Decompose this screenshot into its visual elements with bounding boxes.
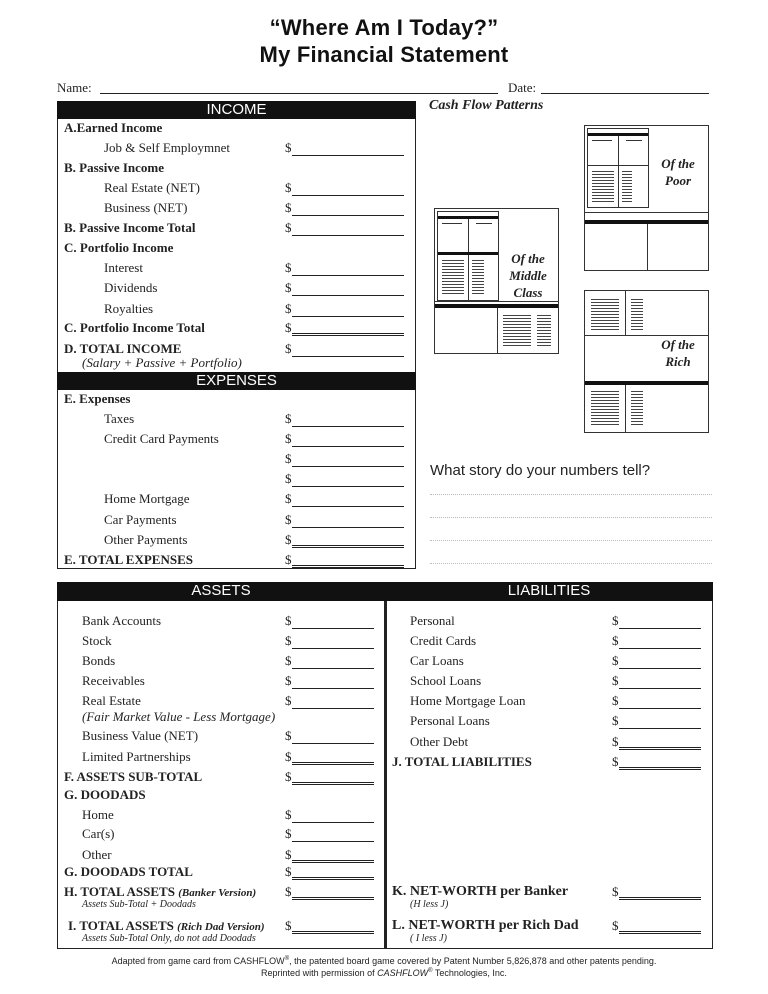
portfolio-total-field[interactable]: $ (285, 320, 404, 336)
poor-label: Of the Poor (661, 156, 695, 188)
story-line-2[interactable] (430, 517, 712, 518)
extra-expense-1-field[interactable]: $ (285, 451, 404, 467)
net-worth-banker-note: (H less J) (410, 899, 449, 910)
personal-label: Personal (410, 613, 455, 628)
column-divider (384, 601, 387, 949)
income-header: INCOME (57, 101, 416, 119)
poor-statement-inset (587, 128, 649, 208)
cash-flow-title: Cash Flow Patterns (429, 98, 544, 113)
assets-subtotal-label: F. ASSETS SUB-TOTAL (64, 769, 203, 784)
personal-loans-field[interactable]: $ (612, 713, 701, 729)
receivables-label: Receivables (82, 673, 145, 688)
portfolio-total-label: C. Portfolio Income Total (64, 320, 205, 335)
net-worth-richdad-field[interactable]: $ (612, 918, 701, 934)
rich-label: Of the Rich (661, 337, 695, 369)
date-field[interactable] (541, 93, 709, 94)
cars-label: Car(s) (82, 826, 115, 841)
net-worth-richdad-note: ( I less J) (410, 933, 447, 944)
total-expenses-field[interactable]: $ (285, 552, 404, 568)
earned-income-label: A.Earned Income (64, 120, 163, 135)
business-value-field[interactable]: $ (285, 728, 374, 744)
home-mortgage-amount-field[interactable]: $ (285, 491, 404, 507)
real-estate-note: (Fair Market Value - Less Mortgage) (82, 709, 276, 724)
liabilities-header: LIABILITIES (385, 582, 713, 601)
dividends-amount-field[interactable]: $ (285, 280, 404, 296)
interest-amount-field[interactable]: $ (285, 260, 404, 276)
footer-line-2: Reprinted with permission of CASHFLOW® Technologies, Inc. (261, 968, 507, 978)
doodads-total-field[interactable]: $ (285, 864, 374, 880)
total-income-field[interactable]: $ (285, 341, 404, 357)
total-assets-richdad-label: I. TOTAL ASSETS (Rich Dad Version) (68, 918, 265, 933)
real-estate-amount-field[interactable]: $ (285, 180, 404, 196)
middle-statement-inset (437, 211, 499, 301)
total-income-label: D. TOTAL INCOME (64, 341, 182, 356)
story-line-4[interactable] (430, 563, 712, 564)
total-assets-richdad-note: Assets Sub-Total Only, do not add Doodads (82, 933, 256, 944)
story-line-3[interactable] (430, 540, 712, 541)
car-loans-field[interactable]: $ (612, 653, 701, 669)
taxes-amount-field[interactable]: $ (285, 411, 404, 427)
name-field[interactable] (100, 93, 498, 94)
home-mortgage-label: Home Mortgage (104, 491, 190, 506)
job-label: Job & Self Employmnet (104, 140, 231, 155)
home-mortgage-loan-field[interactable]: $ (612, 693, 701, 709)
total-assets-richdad-field[interactable]: $ (285, 918, 374, 934)
royalties-label: Royalties (104, 301, 154, 316)
car-payments-amount-field[interactable]: $ (285, 512, 404, 528)
credit-card-amount-field[interactable]: $ (285, 431, 404, 447)
bonds-label: Bonds (82, 653, 116, 668)
real-estate-asset-label: Real Estate (82, 693, 141, 708)
home-field[interactable]: $ (285, 807, 374, 823)
real-estate-asset-field[interactable]: $ (285, 693, 374, 709)
name-label: Name: (57, 80, 92, 95)
bank-accounts-label: Bank Accounts (82, 613, 162, 628)
business-amount-field[interactable]: $ (285, 200, 404, 216)
other-doodad-field[interactable]: $ (285, 847, 374, 863)
bank-accounts-field[interactable]: $ (285, 613, 374, 629)
other-payments-label: Other Payments (104, 532, 188, 547)
total-assets-banker-field[interactable]: $ (285, 884, 374, 900)
business-value-label: Business Value (NET) (82, 728, 199, 743)
net-worth-richdad-label: L. NET-WORTH per Rich Dad (392, 918, 579, 933)
credit-cards-field[interactable]: $ (612, 633, 701, 649)
total-income-note: (Salary + Passive + Portfolio) (82, 355, 242, 370)
home-mortgage-loan-label: Home Mortgage Loan (410, 693, 526, 708)
doodads-label: G. DOODADS (64, 787, 146, 802)
total-assets-banker-note: Assets Sub-Total + Doodads (82, 899, 196, 910)
dividends-label: Dividends (104, 280, 158, 295)
limited-partnerships-label: Limited Partnerships (82, 749, 191, 764)
date-label: Date: (508, 80, 537, 95)
school-loans-field[interactable]: $ (612, 673, 701, 689)
stock-label: Stock (82, 633, 112, 648)
total-expenses-label: E. TOTAL EXPENSES (64, 552, 193, 567)
expenses-label: E. Expenses (64, 391, 131, 406)
bonds-field[interactable]: $ (285, 653, 374, 669)
story-prompt: What story do your numbers tell? (430, 462, 651, 479)
royalties-amount-field[interactable]: $ (285, 301, 404, 317)
school-loans-label: School Loans (410, 673, 482, 688)
assets-header: ASSETS (57, 582, 385, 601)
story-line-1[interactable] (430, 494, 712, 495)
limited-partnerships-field[interactable]: $ (285, 749, 374, 765)
title-line-2: My Financial Statement (259, 42, 509, 67)
passive-income-label: B. Passive Income (64, 160, 165, 175)
other-doodad-label: Other (82, 847, 112, 862)
job-amount-field[interactable]: $ (285, 140, 404, 156)
car-loans-label: Car Loans (410, 653, 464, 668)
total-liabilities-label: J. TOTAL LIABILITIES (392, 754, 532, 769)
car-payments-label: Car Payments (104, 512, 177, 527)
business-income-label: Business (NET) (104, 200, 188, 215)
net-worth-banker-label: K. NET-WORTH per Banker (392, 884, 569, 899)
total-liabilities-field[interactable]: $ (612, 754, 701, 770)
personal-field[interactable]: $ (612, 613, 701, 629)
personal-loans-label: Personal Loans (410, 713, 490, 728)
other-payments-amount-field[interactable]: $ (285, 532, 404, 548)
real-estate-income-label: Real Estate (NET) (104, 180, 201, 195)
expenses-header: EXPENSES (57, 372, 416, 390)
passive-total-label: B. Passive Income Total (64, 220, 196, 235)
passive-total-field[interactable]: $ (285, 220, 404, 236)
title-line-1: “Where Am I Today?” (269, 15, 499, 40)
receivables-field[interactable]: $ (285, 673, 374, 689)
middle-class-label: Of the Middle Class (509, 251, 547, 300)
footer-line-1: Adapted from game card from CASHFLOW®, the patented board game covered by Patent Number 5,826,878 and other patents pending. (111, 956, 657, 966)
portfolio-income-label: C. Portfolio Income (64, 240, 174, 255)
home-label: Home (82, 807, 114, 822)
other-debt-label: Other Debt (410, 734, 469, 749)
interest-label: Interest (104, 260, 143, 275)
other-debt-field[interactable]: $ (612, 734, 701, 750)
net-worth-banker-field[interactable]: $ (612, 884, 701, 900)
credit-cards-label: Credit Cards (410, 633, 477, 648)
doodads-total-label: G. DOODADS TOTAL (64, 864, 193, 879)
taxes-label: Taxes (104, 411, 135, 426)
credit-card-label: Credit Card Payments (104, 431, 219, 446)
extra-expense-2-field[interactable]: $ (285, 471, 404, 487)
total-assets-banker-label: H. TOTAL ASSETS (Banker Version) (64, 884, 257, 899)
stock-field[interactable]: $ (285, 633, 374, 649)
cars-field[interactable]: $ (285, 826, 374, 842)
assets-subtotal-field[interactable]: $ (285, 769, 374, 785)
